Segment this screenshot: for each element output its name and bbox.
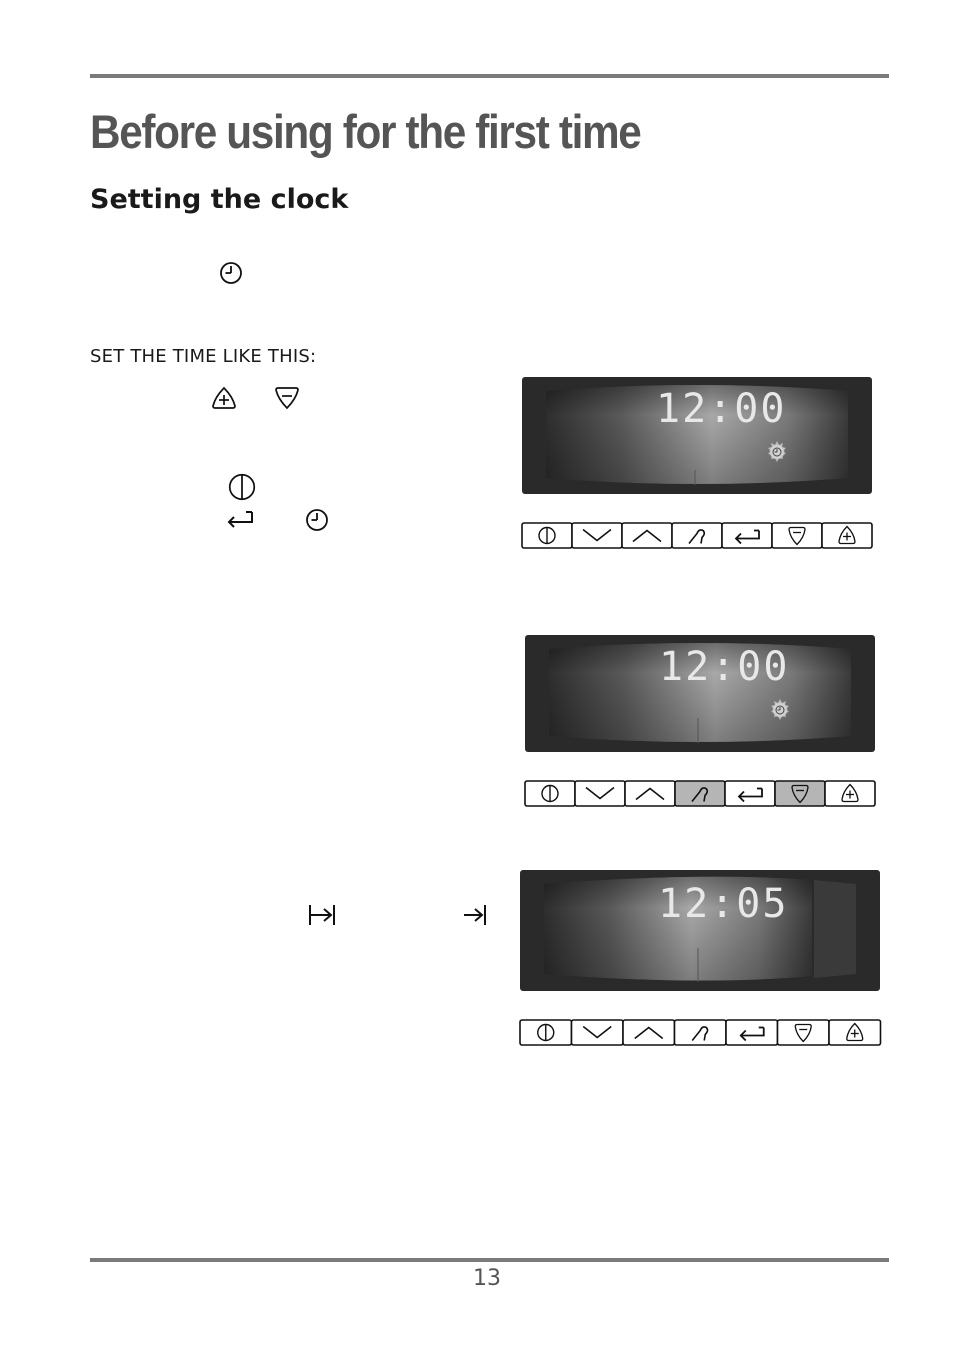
enter-icon — [225, 510, 255, 530]
section-subtitle: Setting the clock — [90, 184, 349, 215]
power-button[interactable] — [520, 1020, 572, 1045]
display-screen — [520, 870, 880, 991]
display-time: 12:00 — [656, 386, 787, 432]
oven-panel-3 — [518, 868, 884, 1053]
end-time-icon — [462, 903, 488, 927]
clock-icon — [305, 508, 329, 532]
plus-button[interactable] — [822, 523, 872, 548]
enter-button[interactable] — [725, 781, 775, 806]
minus-button[interactable] — [775, 781, 825, 806]
up-button[interactable] — [622, 523, 672, 548]
down-button[interactable] — [572, 523, 622, 548]
minus-button[interactable] — [778, 1020, 830, 1045]
plus-button[interactable] — [829, 1020, 881, 1045]
probe-button[interactable] — [672, 523, 722, 548]
up-button[interactable] — [625, 781, 675, 806]
display-screen — [522, 377, 872, 494]
down-button[interactable] — [572, 1020, 624, 1045]
up-button[interactable] — [623, 1020, 675, 1045]
power-button[interactable] — [525, 781, 575, 806]
end-time-icon — [307, 903, 337, 927]
plus-button[interactable] — [825, 781, 875, 806]
power-icon — [228, 473, 256, 501]
display-time: 12:00 — [659, 644, 790, 690]
display-screen — [525, 635, 875, 752]
page-title: Before using for the first time — [90, 105, 641, 158]
top-rule — [90, 74, 889, 78]
page-number: 13 — [473, 1266, 501, 1291]
plus-icon — [211, 386, 237, 410]
enter-button[interactable] — [722, 523, 772, 548]
display-time: 12:05 — [658, 881, 789, 927]
instruction-heading: SET THE TIME LIKE THIS: — [90, 346, 317, 367]
enter-button[interactable] — [726, 1020, 778, 1045]
power-button[interactable] — [522, 523, 572, 548]
probe-button[interactable] — [675, 1020, 727, 1045]
probe-button[interactable] — [675, 781, 725, 806]
oven-panel-1 — [520, 375, 876, 580]
minus-button[interactable] — [772, 523, 822, 548]
oven-panel-2 — [523, 633, 879, 813]
bottom-rule — [90, 1258, 889, 1262]
down-button[interactable] — [575, 781, 625, 806]
clock-icon — [219, 261, 243, 285]
minus-icon — [274, 386, 300, 410]
